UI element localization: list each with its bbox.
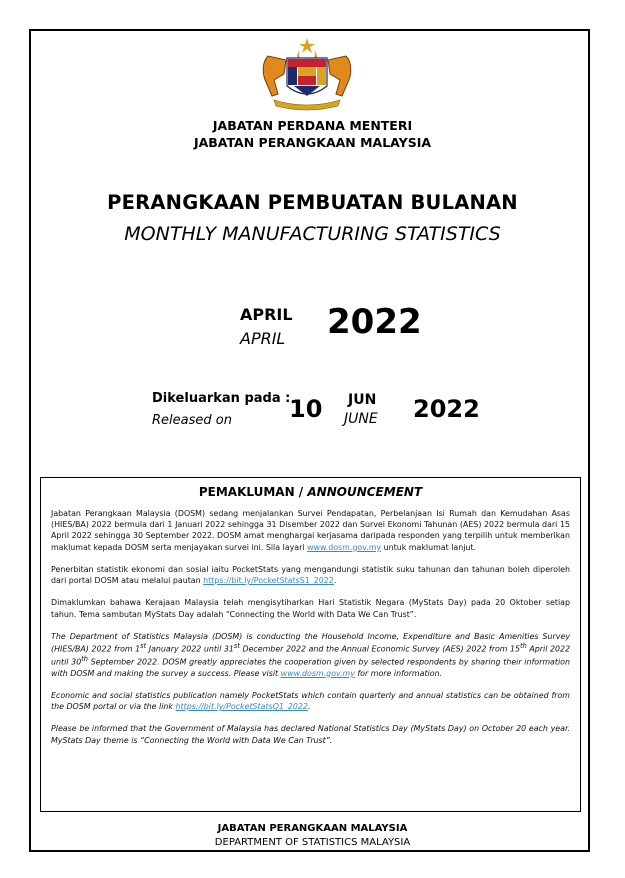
dept-line-dosm: JABATAN PERANGKAAN MALAYSIA	[193, 135, 432, 150]
release-label-english: Released on	[152, 413, 232, 428]
footer-dept-malay: JABATAN PERANGKAAN MALAYSIA	[217, 823, 408, 834]
announcement-title	[51, 485, 570, 499]
announcement-paragraph-pocketstats-malay: Penerbitan statistik ekonomi dan sosial iaitu PocketStats yang mengandungi statistik suku tahunan dan tahunan boleh diperoleh dari portal DOSM atau melalui pautan https://bit.ly/PocketStatsS1_2022.	[51, 564, 570, 586]
announcement-title-english: ANNOUNCEMENT	[307, 485, 423, 499]
pocketstats-link-malay[interactable]: https://bit.ly/PocketStatsS1_2022	[203, 576, 334, 586]
announcement-box	[40, 477, 581, 812]
dept-line-pmo: JABATAN PERDANA MENTERI	[212, 118, 413, 133]
announcement-paragraph-survey-malay: Jabatan Perangkaan Malaysia (DOSM) sedang menjalankan Survei Pendapatan, Perbelanjaan Isi Rumah dan Kemudahan Asas (HIES/BA) 2022 bermula dari 1 Januari 2022 sehingga 31 Disember 2022 dan Survei Ekonomi Tahunan (AES) 2022 bermula dari 15 April 2022 sehingga 30 September 2022. DOSM amat menghargai kerjasama daripada responden yang terpilih untuk memberikan maklumat kepada DOSM serta menjayakan survei ini. Sila layari www.dosm.gov.my untuk maklumat lanjut.	[51, 509, 570, 552]
coat-of-arms-emblem	[254, 36, 360, 112]
release-year: 2022	[413, 395, 480, 423]
dosm-website-link-english[interactable]: www.dosm.gov.my	[280, 668, 355, 678]
announcement-paragraph-mystats-malay: Dimaklumkan bahawa Kerajaan Malaysia telah mengisytiharkan Hari Statistik Negara (MyStats Day) pada 20 Oktober setiap tahun. Tema sambutan MyStats Day adalah “Connecting the World with Data We Can Trust”.	[51, 598, 570, 619]
announcement-title-malay: PEMAKLUMAN /	[198, 485, 304, 499]
announcement-paragraph-mystats-english: Please be informed that the Government of Malaysia has declared National Statistics Day (MyStats Day) on October 20 each year. MyStats Day theme is “Connecting the World with Data We Can Trust”.	[51, 724, 570, 745]
footer-dept-english: DEPARTMENT OF STATISTICS MALAYSIA	[214, 837, 411, 848]
reference-month-malay: APRIL	[240, 305, 293, 324]
release-month-malay: JUN	[348, 392, 377, 408]
release-label-malay: Dikeluarkan pada :	[152, 391, 291, 406]
publication-title-english: MONTHLY MANUFACTURING STATISTICS	[124, 223, 501, 245]
release-day: 10	[289, 395, 323, 423]
pocketstats-link-english[interactable]: https://bit.ly/PocketStatsQ1_2022	[175, 702, 308, 712]
announcement-paragraph-survey-english: The Department of Statistics Malaysia (DOSM) is conducting the Household Income, Expenditure and Basic Amenities Survey (HIES/BA) 2022 from 1st January 2022 until 31st December 2022 and the Annual Economic Survey (AES) 2022 from 15th April 2022 until 30th September 2022. DOSM greatly appreciates the cooperation given by selected respondents by sharing their information with DOSM and making the survey a success. Please visit www.dosm.gov.my for more information.	[51, 631, 571, 678]
reference-year: 2022	[327, 302, 422, 342]
publication-title-malay: PERANGKAAN PEMBUATAN BULANAN	[107, 191, 518, 214]
announcement-paragraph-pocketstats-english: Economic and social statistics publication namely PocketStats which contain quarterly and annual statistics can be obtained from the DOSM portal or via the link https://bit.ly/PocketStatsQ1_2022.	[51, 690, 570, 712]
reference-month-english: APRIL	[240, 329, 286, 348]
dosm-website-link[interactable]: www.dosm.gov.my	[307, 542, 382, 552]
release-month-english: JUNE	[344, 411, 378, 427]
